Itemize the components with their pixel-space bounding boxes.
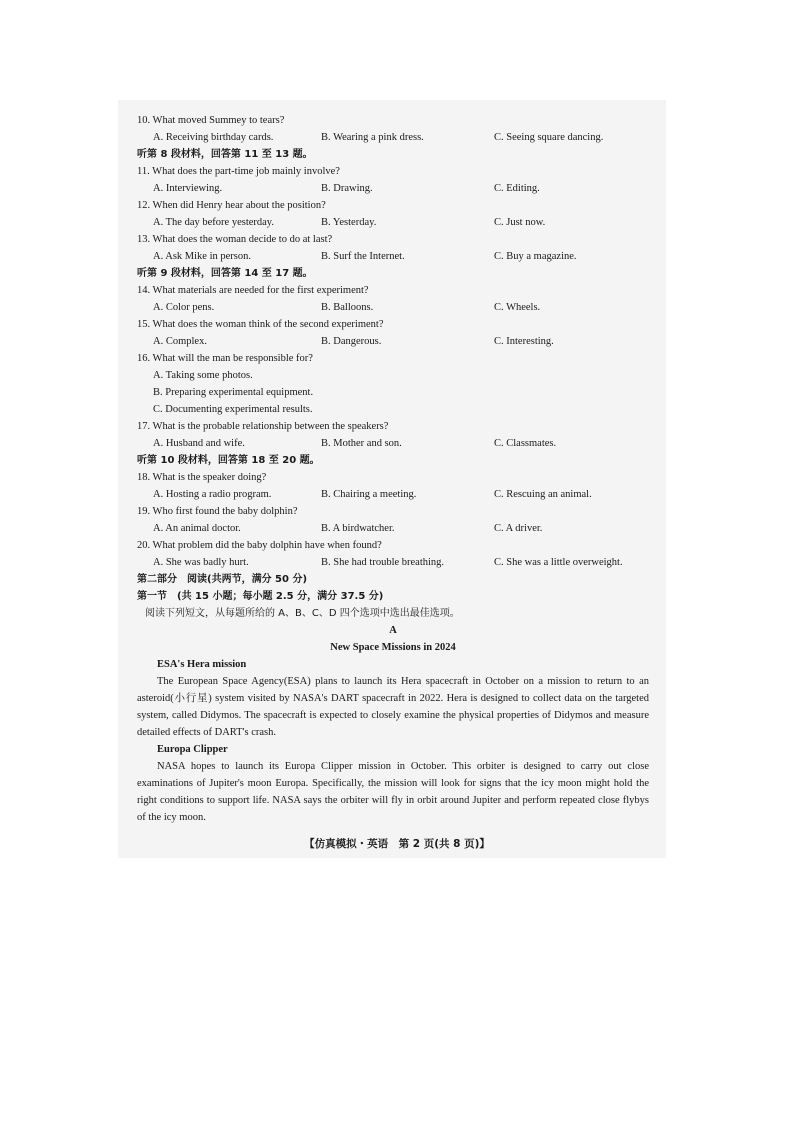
- question-19: 19. Who first found the baby dolphin?: [137, 506, 298, 517]
- paragraph-europa: NASA hopes to launch its Europa Clipper mission in October. This orbiter is designed to carry out close examinations of Jupiter's moon Europa. Specifically, the mission will look for signs that the icy moon might hold the right conditions to support life. NASA says the orbiter will fly in orbit around Jupiter and perform repeated close flybys of the icy moon.: [137, 761, 649, 823]
- option-a: A. An animal doctor.: [153, 523, 241, 534]
- option-b: B. Preparing experimental equipment.: [153, 387, 314, 398]
- option-a: A. Taking some photos.: [153, 370, 253, 381]
- options-15: [137, 333, 649, 350]
- options-20: [137, 554, 649, 571]
- option-b: B. Surf the Internet.: [321, 251, 405, 262]
- option-a: A. Receiving birthday cards.: [153, 132, 274, 143]
- options-17: [137, 435, 649, 452]
- passage-title: New Space Missions in 2024: [330, 642, 456, 653]
- option-b: B. Mother and son.: [321, 438, 402, 449]
- paragraph-hera: The European Space Agency(ESA) plans to launch its Hera spacecraft in October on a mission to return to an asteroid(小行星) system visited by NASA's DART spacecraft in 2022. Hera is designed to collect data on the targeted system, called Didymos. The spacecraft is expected to closely examine the physical properties of Didymos and measure detailed effects of DART's crash.: [137, 676, 649, 738]
- option-c: C. Buy a magazine.: [494, 251, 577, 262]
- option-b: B. Chairing a meeting.: [321, 489, 417, 500]
- option-a: A. The day before yesterday.: [153, 217, 274, 228]
- section-1-subtitle: 第一节 (共 15 小题；每小题 2.5 分，满分 37.5 分): [137, 591, 384, 602]
- question-20: 20. What problem did the baby dolphin have when found?: [137, 540, 382, 551]
- question-12: 12. When did Henry hear about the position?: [137, 200, 326, 211]
- question-17: 17. What is the probable relationship between the speakers?: [137, 421, 389, 432]
- option-c: C. Seeing square dancing.: [494, 132, 604, 143]
- question-18: 18. What is the speaker doing?: [137, 472, 267, 483]
- option-c: C. Editing.: [494, 183, 540, 194]
- option-b: B. Drawing.: [321, 183, 373, 194]
- question-15: 15. What does the woman think of the second experiment?: [137, 319, 384, 330]
- subheading-hera: ESA's Hera mission: [157, 659, 247, 670]
- question-13: 13. What does the woman decide to do at last?: [137, 234, 333, 245]
- option-a: A. Color pens.: [153, 302, 215, 313]
- section-10-heading: 听第 10 段材料，回答第 18 至 20 题。: [137, 455, 320, 466]
- option-a: A. Ask Mike in person.: [153, 251, 251, 262]
- exam-page: [137, 112, 649, 826]
- question-10: 10. What moved Summey to tears?: [137, 115, 285, 126]
- section-9-heading: 听第 9 段材料，回答第 14 至 17 题。: [137, 268, 313, 279]
- option-b: B. Wearing a pink dress.: [321, 132, 424, 143]
- option-b: B. Yesterday.: [321, 217, 377, 228]
- page-footer: 【仿真模拟・英语 第 2 页(共 8 页)】: [304, 838, 490, 850]
- option-a: A. Hosting a radio program.: [153, 489, 272, 500]
- option-c: C. Classmates.: [494, 438, 557, 449]
- option-a: A. She was badly hurt.: [153, 557, 249, 568]
- options-18: [137, 486, 649, 503]
- subheading-europa: Europa Clipper: [157, 744, 228, 755]
- option-c: C. A driver.: [494, 523, 543, 534]
- question-16: 16. What will the man be responsible for?: [137, 353, 313, 364]
- option-c: C. Just now.: [494, 217, 546, 228]
- option-c: C. She was a little overweight.: [494, 557, 623, 568]
- option-c: C. Documenting experimental results.: [153, 404, 313, 415]
- option-c: C. Rescuing an animal.: [494, 489, 592, 500]
- option-a: A. Complex.: [153, 336, 207, 347]
- option-b: B. Balloons.: [321, 302, 374, 313]
- reading-instructions: 阅读下列短文，从每题所给的 A、B、C、D 四个选项中选出最佳选项。: [145, 608, 460, 619]
- option-b: B. She had trouble breathing.: [321, 557, 445, 568]
- question-14: 14. What materials are needed for the first experiment?: [137, 285, 369, 296]
- option-b: B. Dangerous.: [321, 336, 382, 347]
- options-14: [137, 299, 649, 316]
- question-11: 11. What does the part-time job mainly involve?: [137, 166, 340, 177]
- section-8-heading: 听第 8 段材料，回答第 11 至 13 题。: [137, 149, 313, 160]
- options-10: [137, 129, 649, 146]
- option-a: A. Husband and wife.: [153, 438, 245, 449]
- options-12: [137, 214, 649, 231]
- option-b: B. A birdwatcher.: [321, 523, 395, 534]
- part-2-title: 第二部分 阅读(共两节，满分 50 分): [137, 574, 308, 585]
- options-11: [137, 180, 649, 197]
- passage-letter: A: [389, 625, 397, 636]
- option-a: A. Interviewing.: [153, 183, 223, 194]
- options-13: [137, 248, 649, 265]
- option-c: C. Wheels.: [494, 302, 541, 313]
- options-19: [137, 520, 649, 537]
- option-c: C. Interesting.: [494, 336, 554, 347]
